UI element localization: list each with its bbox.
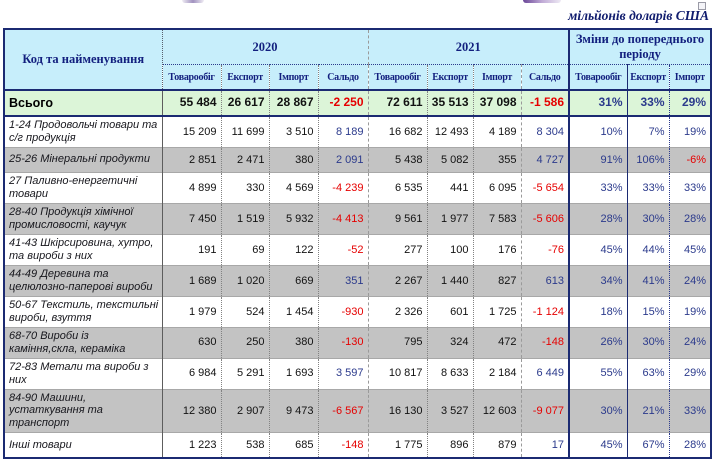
value-cell: 795	[368, 327, 427, 358]
column-header-import-2020: Імпорт	[269, 65, 318, 91]
value-cell: -2 250	[318, 90, 368, 116]
value-cell: 28%	[669, 433, 711, 459]
value-cell: 55 484	[162, 90, 221, 116]
value-cell: 601	[427, 296, 473, 327]
table-row	[4, 172, 711, 203]
value-cell: 2 851	[162, 147, 221, 172]
value-cell: 6 449	[521, 358, 569, 389]
row-label: 25-26 Мінеральні продукти	[4, 147, 162, 172]
value-cell: 31%	[569, 90, 627, 116]
value-cell: -6 567	[318, 389, 368, 433]
row-label: 27 Паливно-енергетичні товари	[4, 172, 162, 203]
value-cell: -148	[521, 327, 569, 358]
value-cell: 21%	[627, 389, 669, 433]
value-cell: 16 130	[368, 389, 427, 433]
row-label: 44-49 Деревина та целюлозно-паперові вироби	[4, 265, 162, 296]
value-cell: 1 519	[221, 203, 269, 234]
logo-fragment-icon	[523, 0, 561, 3]
column-header-balance-2020: Сальдо	[318, 65, 368, 91]
row-label: 28-40 Продукція хімічної промисловості, каучук	[4, 203, 162, 234]
column-header-balance-2021: Сальдо	[521, 65, 569, 91]
value-cell: 7 450	[162, 203, 221, 234]
value-cell: 30%	[627, 327, 669, 358]
value-cell: -52	[318, 234, 368, 265]
column-header-export-2020: Експорт	[221, 65, 269, 91]
row-label: 84-90 Машини, устаткування та транспорт	[4, 389, 162, 433]
value-cell: 45%	[569, 433, 627, 459]
table-row	[4, 265, 711, 296]
value-cell: 4 189	[473, 116, 521, 147]
value-cell: 613	[521, 265, 569, 296]
value-cell: 1 440	[427, 265, 473, 296]
value-cell: 6 984	[162, 358, 221, 389]
value-cell: 55%	[569, 358, 627, 389]
value-cell: 100	[427, 234, 473, 265]
column-header-export-2021: Експорт	[427, 65, 473, 91]
value-cell: 250	[221, 327, 269, 358]
value-cell: 12 493	[427, 116, 473, 147]
value-cell: 4 727	[521, 147, 569, 172]
value-cell: 355	[473, 147, 521, 172]
value-cell: 380	[269, 147, 318, 172]
value-cell: 1 693	[269, 358, 318, 389]
value-cell: 17	[521, 433, 569, 459]
value-cell: 8 633	[427, 358, 473, 389]
value-cell: -148	[318, 433, 368, 459]
value-cell: 5 291	[221, 358, 269, 389]
table-body	[4, 90, 711, 458]
value-cell: 2 471	[221, 147, 269, 172]
column-header-name: Код та найменування	[4, 29, 162, 90]
value-cell: 1 775	[368, 433, 427, 459]
value-cell: 28%	[669, 203, 711, 234]
value-cell: 2 091	[318, 147, 368, 172]
row-label: 41-43 Шкірсировина, хутро, та вироби з них	[4, 234, 162, 265]
table-row	[4, 116, 711, 147]
value-cell: 8 304	[521, 116, 569, 147]
table-row	[4, 203, 711, 234]
value-cell: 669	[269, 265, 318, 296]
value-cell: 16 682	[368, 116, 427, 147]
value-cell: -5 654	[521, 172, 569, 203]
value-cell: 30%	[627, 203, 669, 234]
value-cell: 277	[368, 234, 427, 265]
value-cell: 7 583	[473, 203, 521, 234]
value-cell: 106%	[627, 147, 669, 172]
value-cell: 35 513	[427, 90, 473, 116]
value-cell: 37 098	[473, 90, 521, 116]
value-cell: 91%	[569, 147, 627, 172]
value-cell: 6 095	[473, 172, 521, 203]
value-cell: 29%	[669, 90, 711, 116]
table-row	[4, 234, 711, 265]
value-cell: 2 184	[473, 358, 521, 389]
value-cell: 41%	[627, 265, 669, 296]
table-header	[4, 29, 711, 90]
value-cell: 15%	[627, 296, 669, 327]
value-cell: 351	[318, 265, 368, 296]
value-cell: 69	[221, 234, 269, 265]
value-cell: 1 454	[269, 296, 318, 327]
table-row	[4, 296, 711, 327]
value-cell: 5 932	[269, 203, 318, 234]
value-cell: 10%	[569, 116, 627, 147]
value-cell: 3 527	[427, 389, 473, 433]
value-cell: 34%	[569, 265, 627, 296]
column-header-export-change: Експорт	[627, 65, 669, 91]
value-cell: 15 209	[162, 116, 221, 147]
value-cell: 7%	[627, 116, 669, 147]
row-label: 72-83 Метали та вироби з них	[4, 358, 162, 389]
value-cell: 122	[269, 234, 318, 265]
value-cell: 2 907	[221, 389, 269, 433]
value-cell: -4 413	[318, 203, 368, 234]
trade-table	[3, 28, 712, 459]
value-cell: 9 561	[368, 203, 427, 234]
value-cell: 9 473	[269, 389, 318, 433]
row-label: 68-70 Вироби із каміння,скла, кераміка	[4, 327, 162, 358]
column-group-changes: Зміни до попереднього періоду	[569, 29, 711, 65]
value-cell: 524	[221, 296, 269, 327]
unit-label: мільйонів доларів США	[568, 8, 709, 23]
column-header-turnover-2021: Товарообіг	[368, 65, 427, 91]
total-row	[4, 90, 711, 116]
value-cell: 63%	[627, 358, 669, 389]
value-cell: 10 817	[368, 358, 427, 389]
value-cell: 827	[473, 265, 521, 296]
value-cell: 1 979	[162, 296, 221, 327]
value-cell: 3 597	[318, 358, 368, 389]
value-cell: 8 189	[318, 116, 368, 147]
header-group-row	[4, 29, 711, 65]
value-cell: 33%	[569, 172, 627, 203]
column-header-turnover-change: Товарообіг	[569, 65, 627, 91]
value-cell: -9 077	[521, 389, 569, 433]
logo-fragment-icon	[182, 0, 204, 3]
value-cell: 33%	[627, 172, 669, 203]
column-header-import-change: Імпорт	[669, 65, 711, 91]
value-cell: -1 124	[521, 296, 569, 327]
value-cell: 24%	[669, 327, 711, 358]
value-cell: 28 867	[269, 90, 318, 116]
value-cell: -930	[318, 296, 368, 327]
value-cell: 45%	[569, 234, 627, 265]
value-cell: 472	[473, 327, 521, 358]
value-cell: -76	[521, 234, 569, 265]
value-cell: 19%	[669, 116, 711, 147]
row-label: 1-24 Продовольчі товари та с/г продукція	[4, 116, 162, 147]
value-cell: 176	[473, 234, 521, 265]
value-cell: 324	[427, 327, 473, 358]
column-header-turnover-2020: Товарообіг	[162, 65, 221, 91]
column-group-2020: 2020	[162, 29, 368, 65]
value-cell: 6 535	[368, 172, 427, 203]
value-cell: 72 611	[368, 90, 427, 116]
value-cell: 33%	[669, 389, 711, 433]
value-cell: 44%	[627, 234, 669, 265]
value-cell: 29%	[669, 358, 711, 389]
value-cell: 30%	[569, 389, 627, 433]
value-cell: 28%	[569, 203, 627, 234]
value-cell: -130	[318, 327, 368, 358]
value-cell: 5 438	[368, 147, 427, 172]
table-row	[4, 389, 711, 433]
value-cell: 1 977	[427, 203, 473, 234]
value-cell: 12 380	[162, 389, 221, 433]
value-cell: 67%	[627, 433, 669, 459]
value-cell: 1 689	[162, 265, 221, 296]
value-cell: 1 020	[221, 265, 269, 296]
value-cell: 330	[221, 172, 269, 203]
value-cell: 1 725	[473, 296, 521, 327]
value-cell: 11 699	[221, 116, 269, 147]
value-cell: -6%	[669, 147, 711, 172]
table-row	[4, 327, 711, 358]
value-cell: 45%	[669, 234, 711, 265]
value-cell: 3 510	[269, 116, 318, 147]
value-cell: 26 617	[221, 90, 269, 116]
row-label: Всього	[4, 90, 162, 116]
value-cell: 630	[162, 327, 221, 358]
value-cell: 685	[269, 433, 318, 459]
value-cell: 4 899	[162, 172, 221, 203]
value-cell: 538	[221, 433, 269, 459]
value-cell: 879	[473, 433, 521, 459]
value-cell: 2 326	[368, 296, 427, 327]
table-row	[4, 147, 711, 172]
value-cell: 24%	[669, 265, 711, 296]
value-cell: -1 586	[521, 90, 569, 116]
column-header-import-2021: Імпорт	[473, 65, 521, 91]
value-cell: 18%	[569, 296, 627, 327]
row-label: 50-67 Текстиль, текстильні вироби, взуття	[4, 296, 162, 327]
table-row	[4, 358, 711, 389]
value-cell: 380	[269, 327, 318, 358]
value-cell: -4 239	[318, 172, 368, 203]
value-cell: -5 606	[521, 203, 569, 234]
value-cell: 5 082	[427, 147, 473, 172]
row-label: Інші товари	[4, 433, 162, 459]
value-cell: 441	[427, 172, 473, 203]
value-cell: 33%	[627, 90, 669, 116]
value-cell: 4 569	[269, 172, 318, 203]
value-cell: 26%	[569, 327, 627, 358]
value-cell: 191	[162, 234, 221, 265]
column-group-2021: 2021	[368, 29, 569, 65]
value-cell: 12 603	[473, 389, 521, 433]
value-cell: 19%	[669, 296, 711, 327]
value-cell: 33%	[669, 172, 711, 203]
value-cell: 896	[427, 433, 473, 459]
value-cell: 2 267	[368, 265, 427, 296]
value-cell: 1 223	[162, 433, 221, 459]
